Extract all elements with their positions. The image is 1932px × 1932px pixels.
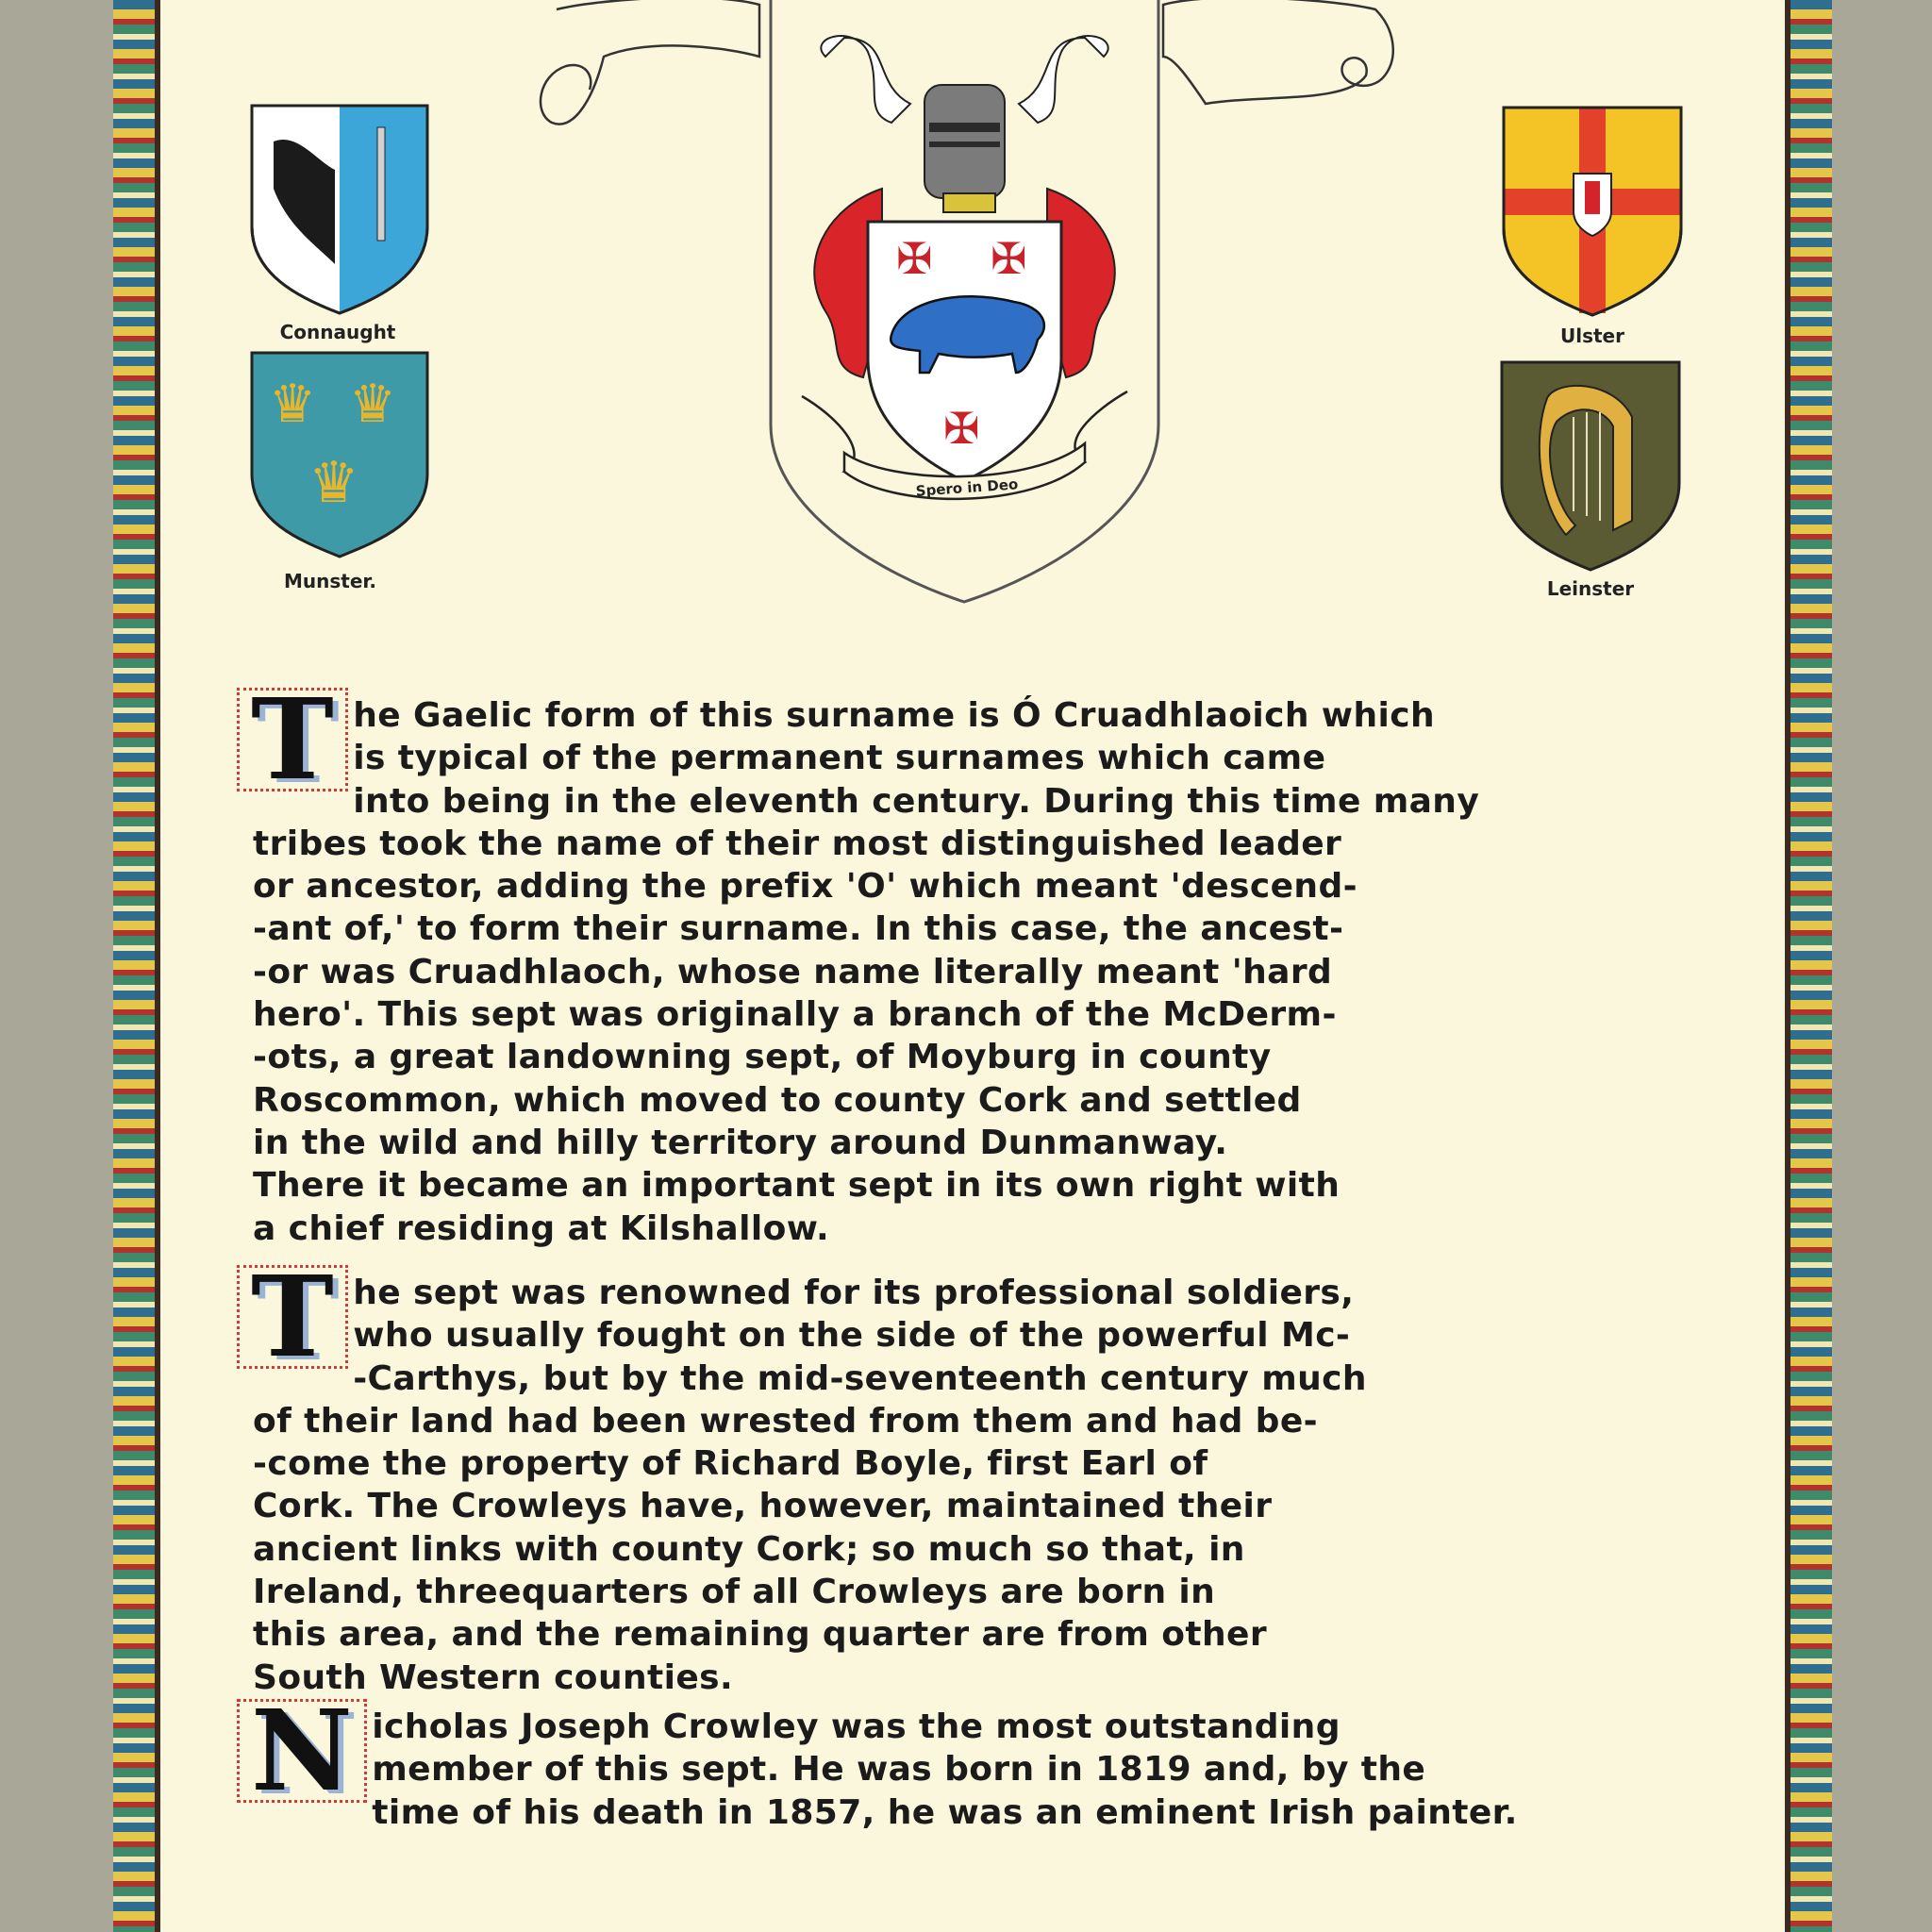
munster-shield: [250, 351, 429, 558]
text-line: Roscommon, which moved to county Cork and settled: [253, 1080, 1302, 1120]
history-paragraph-1: [251, 674, 1706, 1250]
leinster-label: Leinster: [1546, 577, 1635, 600]
text-line: hero'. This sept was originally a branch of the McDerm-: [253, 995, 1337, 1035]
svg-text:♛: ♛: [269, 374, 317, 435]
svg-text:✠: ✠: [943, 403, 980, 454]
text-line: -ant of,' to form their surname. In this case, the ancest-: [253, 909, 1344, 949]
text-line: into being in the eleventh century. During this time many: [353, 781, 1480, 821]
illuminated-initial: T: [245, 1274, 340, 1360]
text-line: tribes took the name of their most distinguished leader: [253, 824, 1342, 863]
history-paragraph-3: [251, 1685, 1706, 1834]
text-line: in the wild and hilly territory around Dunmanway.: [253, 1123, 1228, 1162]
text-line: ancient links with county Cork; so much so that, in: [253, 1529, 1245, 1569]
text-line: this area, and the remaining quarter are from other: [253, 1615, 1268, 1655]
text-line: There it became an important sept in its own right with: [253, 1166, 1341, 1206]
connaught-label: Connaught: [279, 321, 396, 343]
svg-text:♛: ♛: [349, 374, 397, 435]
text-line: Cork. The Crowleys have, however, maintained their: [253, 1487, 1273, 1526]
scroll-ornament-right: [1158, 0, 1404, 142]
svg-text:✠: ✠: [896, 233, 933, 284]
text-line: of their land had been wrested from them and had be-: [253, 1401, 1319, 1441]
text-line: South Western counties.: [253, 1657, 734, 1697]
text-line: Ireland, threequarters of all Crowleys are born in: [253, 1573, 1216, 1612]
text-line: icholas Joseph Crowley was the most outstanding: [372, 1707, 1341, 1746]
connaught-shield: [250, 104, 429, 316]
illuminated-initial: T: [245, 696, 340, 783]
text-line: time of his death in 1857, he was an eminent Irish painter.: [372, 1792, 1518, 1832]
text-line: member of this sept. He was born in 1819 and, by the: [372, 1750, 1426, 1790]
text-line: he sept was renowned for its professional soldiers,: [353, 1274, 1355, 1312]
celtic-border-left: [113, 0, 155, 1932]
text-line: -ots, a great landowning sept, of Moyburg in county: [253, 1038, 1272, 1077]
text-line: a chief residing at Kilshallow.: [253, 1208, 830, 1248]
text-line: he Gaelic form of this surname is Ó Cruadhlaoich which: [353, 696, 1435, 735]
leinster-shield: [1500, 360, 1681, 573]
text-line: or ancestor, adding the prefix 'O' which meant 'descend-: [253, 867, 1357, 907]
illuminated-initial: N: [245, 1707, 358, 1794]
text-line: -Carthys, but by the mid-seventeenth century much: [353, 1358, 1367, 1398]
text-line: is typical of the permanent surnames which came: [353, 739, 1326, 778]
ulster-label: Ulster: [1560, 325, 1624, 347]
munster-label: Munster.: [283, 570, 377, 592]
history-paragraph-2: [251, 1251, 1706, 1699]
scroll-ornament-left: [538, 0, 764, 142]
svg-text:♛: ♛: [308, 450, 359, 516]
celtic-border-right: [1790, 0, 1832, 1932]
family-crest: [769, 0, 1160, 604]
ulster-shield: [1502, 106, 1683, 318]
text-line: -or was Cruadhlaoch, whose name literally meant 'hard: [253, 952, 1333, 991]
svg-text:✠: ✠: [991, 233, 1027, 284]
text-line: who usually fought on the side of the powerful Mc-: [353, 1316, 1351, 1356]
text-line: -come the property of Richard Boyle, first Earl of: [253, 1444, 1208, 1484]
crest-motto: Spero in Deo: [915, 475, 1019, 500]
